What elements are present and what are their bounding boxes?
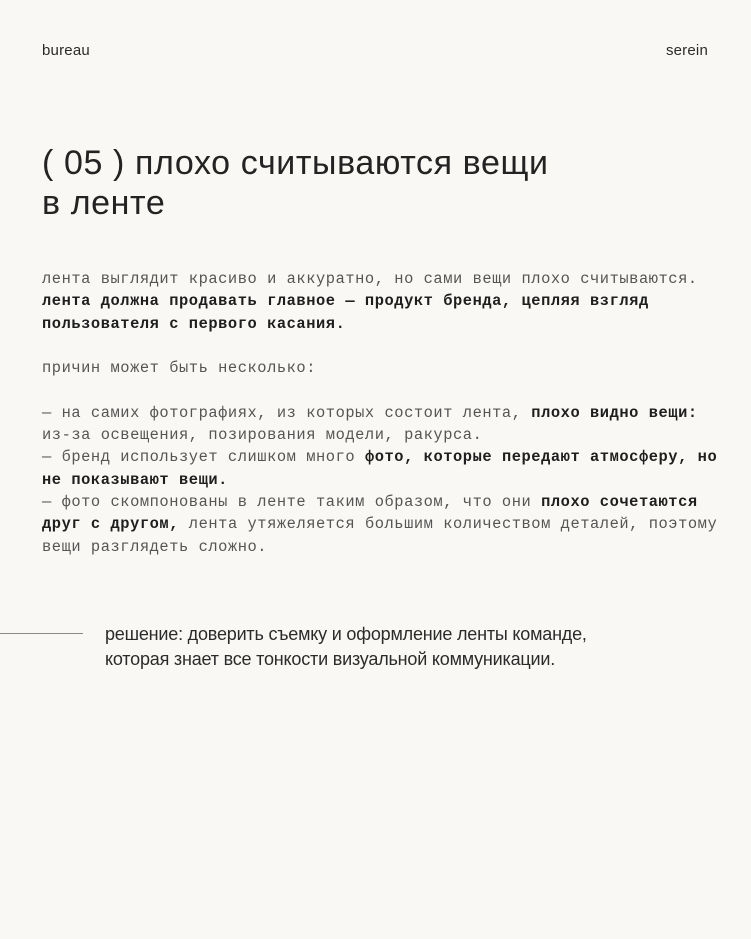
reason-item: [42, 402, 732, 447]
page-title: [42, 143, 682, 223]
divider-line: [0, 633, 83, 634]
intro-paragraph: [42, 268, 732, 335]
reason-text: — бренд использует слишком много: [42, 448, 365, 467]
reason-item: [42, 446, 732, 491]
spacer: [42, 379, 732, 401]
solution-text: [105, 622, 725, 672]
reason-text: — на самих фотографиях, из которых состоит лента,: [42, 403, 532, 422]
reason-item: [42, 491, 732, 558]
spacer: [42, 335, 732, 357]
reason-text: из-за освещения, позирования модели, ракурса.: [42, 426, 483, 445]
solution-line-2: которая знает все тонкости визуальной коммуникации.: [105, 649, 556, 669]
reason-text: лента утяжеляется большим количеством деталей, поэтому вещи разглядеть сложно.: [42, 515, 718, 556]
title-line-2: в ленте: [42, 184, 166, 222]
intro-plain: лента выглядит красиво и аккуратно, но сами вещи плохо считываются.: [42, 270, 698, 288]
title-line-1: ( 05 ) плохо считываются вещи: [42, 144, 549, 182]
reason-emphasis: плохо сочетаются друг с другом,: [42, 492, 698, 534]
intro-emphasis: лента должна продавать главное — продукт бренда, цепляя взгляд пользователя с первого касания.: [42, 292, 649, 333]
solution-line-1: решение: доверить съемку и оформление ленты команде,: [105, 624, 587, 644]
reason-text: — фото скомпонованы в ленте таким образом, что они: [42, 492, 542, 511]
brand-name-right: serein: [665, 42, 708, 59]
body-text: [42, 268, 732, 558]
brand-name-left: bureau: [42, 42, 90, 59]
reason-emphasis: фото, которые передают атмосферу, но не показывают вещи.: [42, 448, 718, 489]
reason-emphasis: плохо видно вещи:: [531, 403, 698, 422]
reasons-heading: причин может быть несколько:: [42, 359, 317, 378]
